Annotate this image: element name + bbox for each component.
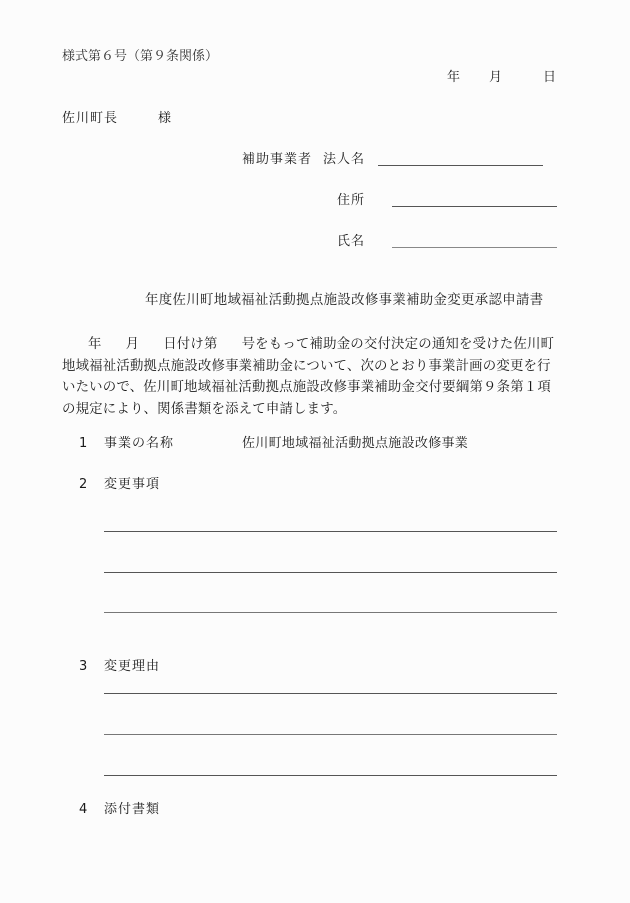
form-number: 様式第６号（第９条関係）: [62, 49, 219, 64]
item-1-value: 佐川町地域福祉活動拠点施設改修事業: [242, 436, 469, 451]
name-label: 氏名: [337, 234, 366, 249]
item-3-label: 変更理由: [104, 659, 161, 674]
item-1-number: 1: [79, 436, 88, 451]
item-4-number: 4: [79, 802, 88, 817]
change-reason-line-1[interactable]: [104, 693, 557, 694]
address-label: 住所: [337, 193, 366, 208]
body-text: 号をもって補助金の交付決定の通知を受けた佐川町地域福祉活動拠点施設改修事業補助金について、次のとおり事業計画の変更を行いたいので、佐川町地域福祉活動拠点施設改修事業補助金交付要綱第９条第１項の規定により、関係書類を添えて申請します。: [62, 337, 555, 417]
body-year: 年: [88, 337, 102, 352]
change-reason-line-2[interactable]: [104, 734, 557, 735]
date-day-label: 日: [543, 70, 557, 85]
name-field[interactable]: [392, 247, 557, 248]
change-item-line-3[interactable]: [104, 612, 557, 613]
item-4-label: 添付書類: [104, 802, 161, 817]
change-item-line-2[interactable]: [104, 572, 557, 573]
item-2-label: 変更事項: [104, 477, 161, 492]
corporation-field[interactable]: [378, 165, 543, 166]
address-field[interactable]: [392, 206, 557, 207]
corporation-label: 法人名: [323, 152, 366, 167]
body-paragraph: [62, 334, 562, 420]
change-item-line-1[interactable]: [104, 531, 557, 532]
addressee-honorific: 様: [158, 111, 172, 126]
change-reason-line-3[interactable]: [104, 775, 557, 776]
date-month-label: 月: [489, 70, 503, 85]
body-day-dated: 日付け第: [163, 337, 218, 352]
document-title: 年度佐川町地域福祉活動拠点施設改修事業補助金変更承認申請書: [145, 293, 544, 308]
item-1-label: 事業の名称: [104, 436, 175, 451]
date-year-label: 年: [447, 70, 461, 85]
item-2-number: 2: [79, 477, 88, 492]
item-3-number: 3: [79, 659, 88, 674]
addressee-name: 佐川町長: [62, 111, 119, 126]
applicant-role-label: 補助事業者: [242, 152, 313, 167]
body-month: 月: [125, 337, 140, 352]
